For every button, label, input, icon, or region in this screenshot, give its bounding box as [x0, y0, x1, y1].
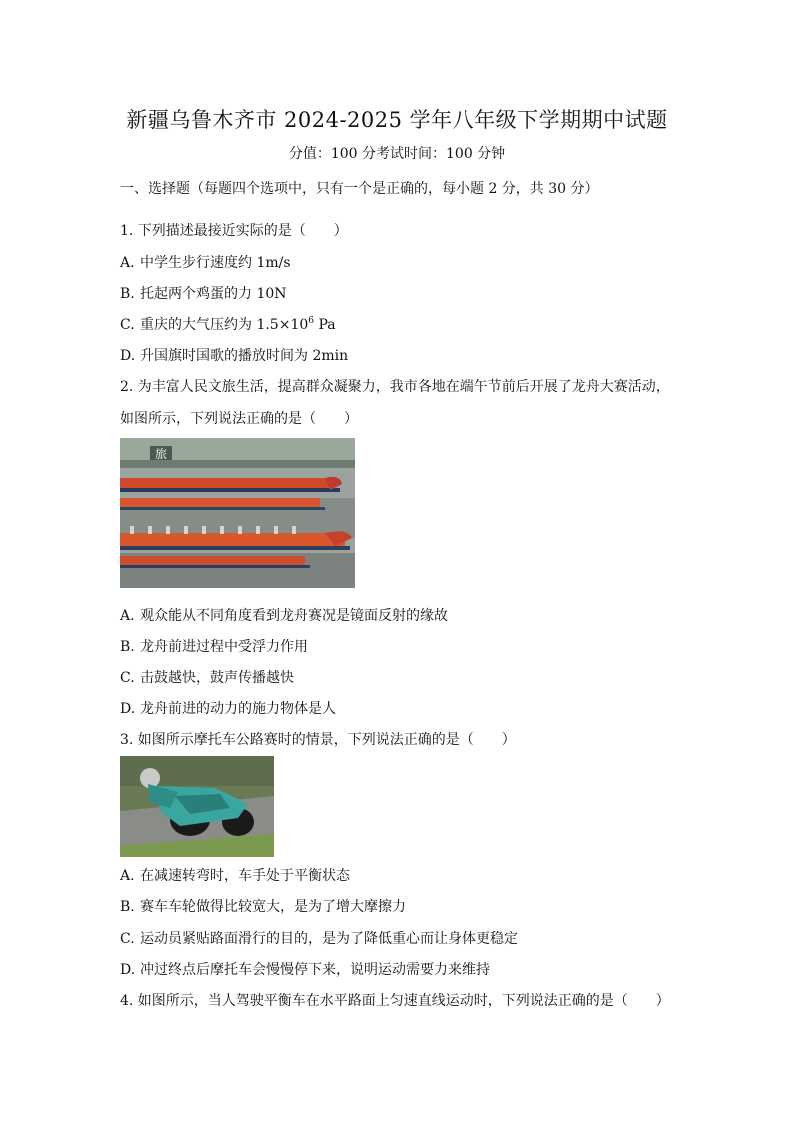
q1-option-c — [120, 314, 336, 334]
q3-option-d — [120, 959, 490, 979]
banner-sign: 旅 — [155, 447, 168, 461]
q2-option-c — [120, 667, 294, 687]
option-text: 龙舟前进的动力的施力物体是人 — [140, 701, 336, 717]
q1-option-b — [120, 283, 287, 303]
option-text: 赛车车轮做得比较宽大，是为了增大摩擦力 — [140, 899, 406, 915]
option-letter: C. — [120, 931, 135, 947]
option-text: 击鼓越快，鼓声传播越快 — [140, 670, 294, 686]
exam-subtitle: 分值：100 分考试时间：100 分钟 — [288, 146, 506, 162]
option-letter: C. — [120, 670, 135, 686]
motorcycle-photo — [120, 756, 274, 857]
option-letter: D. — [120, 962, 136, 978]
q2-option-a — [120, 605, 448, 625]
option-letter: A. — [120, 868, 135, 884]
option-text: 升国旗时国歌的播放时间为 2min — [140, 348, 349, 364]
question-4-stem: 4. 如图所示，当人驾驶平衡车在水平路面上匀速直线运动时，下列说法正确的是（ ） — [120, 993, 670, 1009]
option-text: 中学生步行速度约 1m/s — [140, 255, 291, 271]
option-letter: C. — [120, 317, 135, 333]
question-1-stem: 1. 下列描述最接近实际的是（ ） — [120, 223, 348, 239]
option-text: 冲过终点后摩托车会慢慢停下来，说明运动需要力来维持 — [140, 962, 490, 978]
option-text: 在减速转弯时，车手处于平衡状态 — [140, 868, 350, 884]
option-text: 托起两个鸡蛋的力 10N — [140, 286, 287, 302]
option-letter: B. — [120, 639, 135, 655]
option-letter: B. — [120, 899, 135, 915]
dragon-boat-illustration — [120, 438, 355, 588]
option-text: 观众能从不同角度看到龙舟赛况是镜面反射的缘故 — [140, 608, 448, 624]
q3-option-c — [120, 928, 518, 948]
option-letter: D. — [120, 348, 136, 364]
q1-option-d — [120, 345, 348, 365]
option-letter: D. — [120, 701, 136, 717]
option-text: 运动员紧贴路面滑行的目的，是为了降低重心而让身体更稳定 — [140, 931, 518, 947]
q2-option-b — [120, 636, 308, 656]
question-2-stem-cont: 如图所示，下列说法正确的是（ ） — [120, 411, 358, 427]
option-unit: Pa — [314, 317, 336, 333]
dragon-boat-photo — [120, 438, 355, 588]
q2-option-d — [120, 698, 336, 718]
option-superscript: 6 — [308, 316, 314, 326]
option-text: 重庆的大气压约为 1.5×10 — [140, 317, 309, 333]
option-letter: A. — [120, 255, 135, 271]
motorcycle-illustration — [120, 756, 274, 857]
question-2-stem: 2. 为丰富人民文旅生活，提高群众凝聚力，我市各地在端午节前后开展了龙舟大赛活动， — [120, 379, 670, 395]
question-3-stem: 3. 如图所示摩托车公路赛时的情景，下列说法正确的是（ ） — [120, 732, 516, 748]
exam-title: 新疆乌鲁木齐市 2024-2025 学年八年级下学期期中试题 — [126, 108, 668, 132]
option-letter: B. — [120, 286, 135, 302]
q3-option-a — [120, 865, 350, 885]
q3-option-b — [120, 896, 406, 916]
section-heading: 一、选择题（每题四个选项中，只有一个是正确的，每小题 2 分，共 30 分） — [120, 181, 599, 197]
q1-option-a — [120, 252, 291, 272]
option-text: 龙舟前进过程中受浮力作用 — [140, 639, 308, 655]
option-letter: A. — [120, 608, 135, 624]
